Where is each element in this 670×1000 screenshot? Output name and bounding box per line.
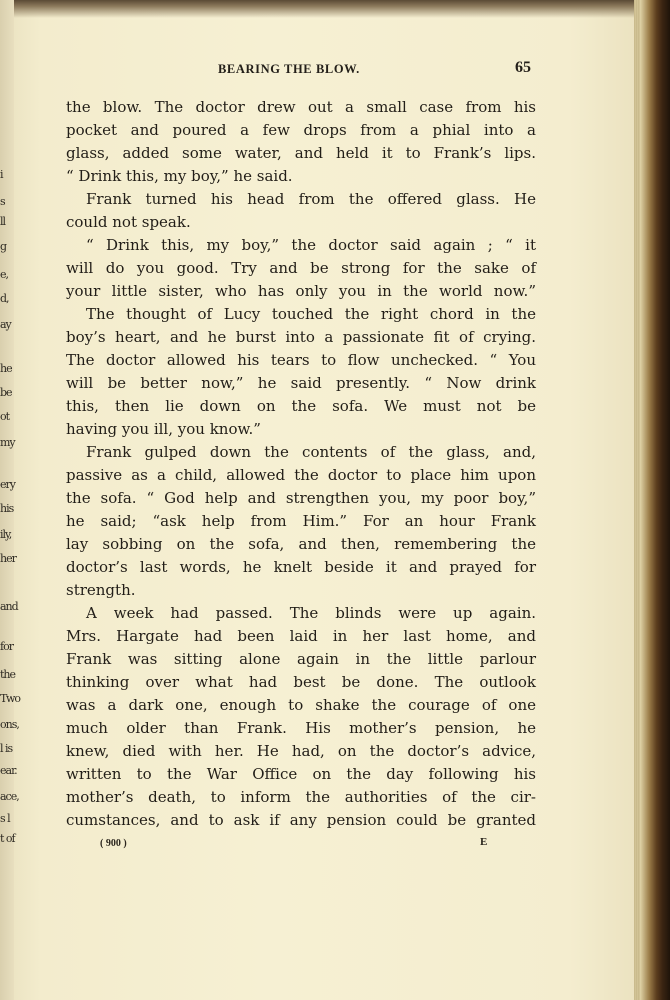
facing-page-fragment: his bbox=[0, 502, 14, 515]
facing-page-fragment: my bbox=[0, 436, 15, 449]
text-line: lay sobbing on the sofa, and then, remembering the bbox=[66, 535, 536, 553]
text-line: this, then lie down on the sofa. We must not be bbox=[66, 397, 536, 415]
text-line: “ Drink this, my boy,” the doctor said again ; “ it bbox=[86, 236, 536, 254]
facing-page-fragment: ll bbox=[0, 215, 6, 228]
text-line: knew, died with her. He had, on the doctor’s advice, bbox=[66, 742, 536, 760]
text-line: pocket and poured a few drops from a phial into a bbox=[66, 121, 536, 139]
facing-page-fragment: s bbox=[0, 195, 5, 208]
text-line: glass, added some water, and held it to Frank’s lips. bbox=[66, 144, 536, 162]
facing-page-fragment: ons, bbox=[0, 718, 19, 731]
page-number: 65 bbox=[515, 59, 531, 76]
text-line: passive as a child, allowed the doctor to place him upon bbox=[66, 466, 536, 484]
facing-page-fragment: and bbox=[0, 600, 18, 613]
facing-page-fragment: her bbox=[0, 552, 16, 565]
facing-page-fragment: d, bbox=[0, 292, 9, 305]
facing-page-fragment: he bbox=[0, 362, 12, 375]
facing-page-fragment: the bbox=[0, 668, 16, 681]
facing-page-fragment: i bbox=[0, 168, 3, 181]
text-line: boy’s heart, and he burst into a passionate fit of crying. bbox=[66, 328, 536, 346]
text-line: Frank turned his head from the offered glass. He bbox=[86, 190, 536, 208]
text-line: strength. bbox=[66, 581, 136, 599]
text-line: Frank gulped down the contents of the glass, and, bbox=[86, 443, 536, 461]
text-line: will do you good. Try and be strong for the sake of bbox=[66, 259, 536, 277]
facing-page-fragment: t of bbox=[0, 832, 15, 845]
facing-page-fragment: l is bbox=[0, 742, 13, 755]
top-edge-shadow bbox=[0, 0, 670, 18]
text-line: The doctor allowed his tears to flow unchecked. “ You bbox=[66, 351, 536, 369]
facing-page-fragment: ay bbox=[0, 318, 11, 331]
facing-page-fragment: Two bbox=[0, 692, 20, 705]
book-spine bbox=[640, 0, 670, 1000]
text-line: written to the War Office on the day following his bbox=[66, 765, 536, 783]
text-line: thinking over what had best be done. The outlook bbox=[66, 673, 536, 691]
text-line: cumstances, and to ask if any pension could be granted bbox=[66, 811, 536, 829]
facing-page-fragment: ery bbox=[0, 478, 15, 491]
facing-page-edge bbox=[0, 0, 14, 1000]
text-line: doctor’s last words, he knelt beside it and prayed for bbox=[66, 558, 536, 576]
facing-page-fragment: g bbox=[0, 240, 7, 253]
text-line: he said; “ask help from Him.” For an hour Frank bbox=[66, 512, 536, 530]
facing-page-fragment: s l bbox=[0, 812, 10, 825]
body-text bbox=[66, 96, 536, 832]
text-line: your little sister, who has only you in the world now.” bbox=[66, 282, 536, 300]
text-line: the sofa. “ God help and strengthen you, my poor boy,” bbox=[66, 489, 536, 507]
facing-page-fragment: be bbox=[0, 386, 12, 399]
facing-page-fragment: e, bbox=[0, 268, 9, 281]
text-line: was a dark one, enough to shake the courage of one bbox=[66, 696, 536, 714]
text-line: the blow. The doctor drew out a small case from his bbox=[66, 98, 536, 116]
text-line: Mrs. Hargate had been laid in her last home, and bbox=[66, 627, 536, 645]
text-line: having you ill, you know.” bbox=[66, 420, 261, 438]
facing-page-fragment: ot bbox=[0, 410, 10, 423]
facing-page-fragment: ily, bbox=[0, 528, 12, 541]
text-line: A week had passed. The blinds were up again. bbox=[86, 604, 536, 622]
running-head: BEARING THE BLOW. bbox=[218, 62, 360, 76]
facing-page-fragment: for bbox=[0, 640, 13, 653]
printer-signature: ( 900 ) bbox=[100, 838, 127, 849]
text-line: The thought of Lucy touched the right chord in the bbox=[86, 305, 536, 323]
text-line: much older than Frank. His mother’s pension, he bbox=[66, 719, 536, 737]
text-line: mother’s death, to inform the authorities of the cir- bbox=[66, 788, 536, 806]
text-line: could not speak. bbox=[66, 213, 191, 231]
text-line: “ Drink this, my boy,” he said. bbox=[66, 167, 293, 185]
text-line: Frank was sitting alone again in the little parlour bbox=[66, 650, 536, 668]
facing-page-fragment: ace, bbox=[0, 790, 19, 803]
text-line: will be better now,” he said presently. “ Now drink bbox=[66, 374, 536, 392]
facing-page-fragment: ear. bbox=[0, 764, 17, 777]
signature-mark: E bbox=[480, 836, 488, 848]
